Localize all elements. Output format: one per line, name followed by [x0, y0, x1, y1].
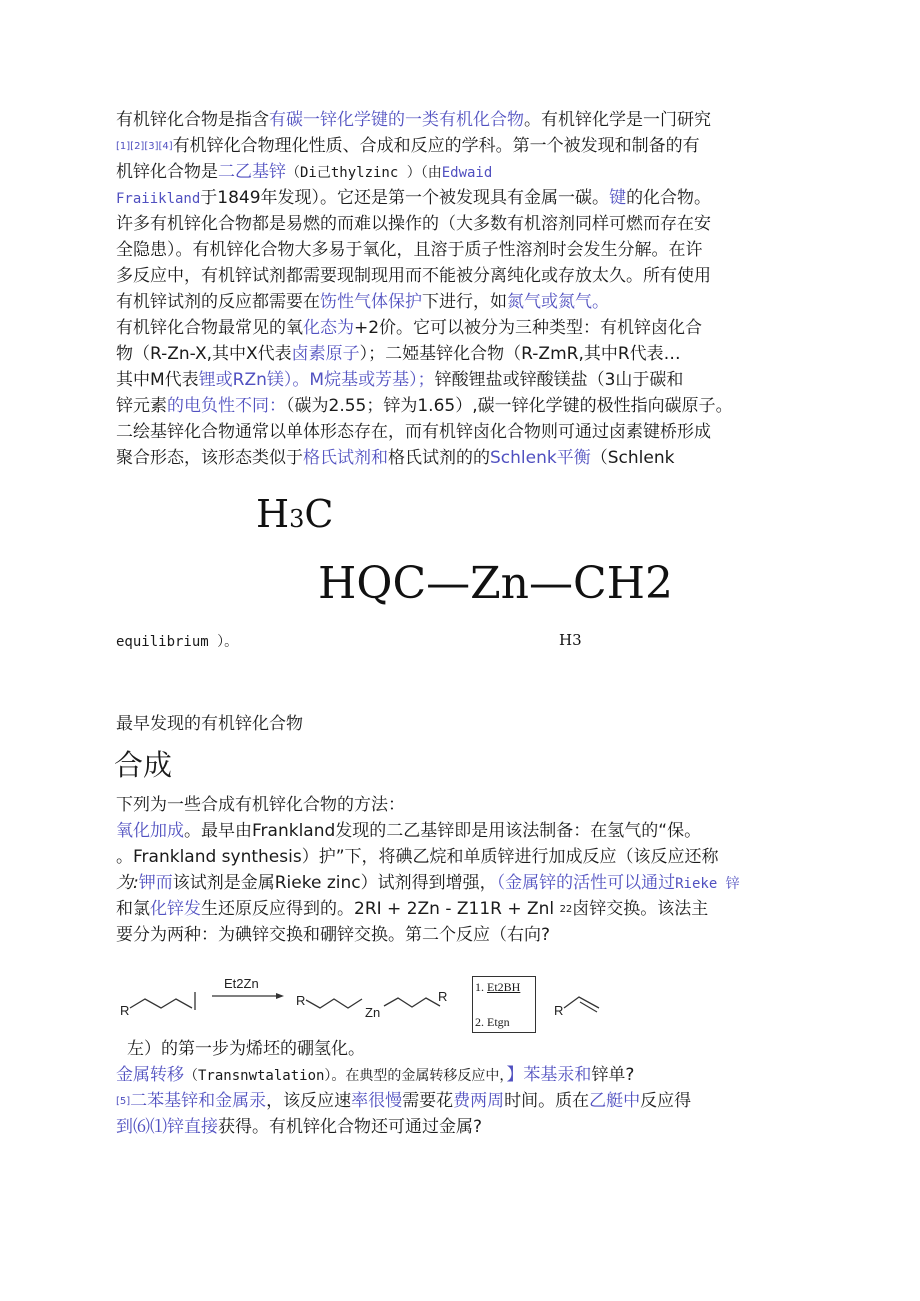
- link-metal-zinc[interactable]: （金属锌的活性可以通过: [496, 873, 676, 893]
- scheme-r-left: R: [120, 1003, 130, 1018]
- formula-h3c: H3C: [256, 492, 334, 536]
- para1-line6: 全隐患）。有机锌化合物大多易于氧化，且溶于质子性溶剂时会发生分解。在许: [116, 240, 703, 260]
- citation-1-4[interactable]: [1][2][3][4]: [116, 141, 173, 152]
- link-schlenk[interactable]: Schlenk平衡: [490, 448, 591, 468]
- para1-line5: 许多有机锌化合物都是易燃的而难以操作的（大多数有机溶剂同样可燃而存在安: [116, 214, 711, 234]
- para1-line3: 机锌化合物是二乙基锌（Di己thylzinc ）（由Edwaid: [116, 162, 493, 182]
- para1-line2: [1][2][3][4]有机锌化合物理化性质、合成和反应的学科。第一个被发现和制备的有: [116, 136, 700, 156]
- link-halogen[interactable]: 卤素原子: [291, 344, 360, 364]
- alkene-double-bond: [580, 1002, 597, 1012]
- link-potassium[interactable]: 钾而: [138, 873, 173, 893]
- para2-line3: 其中M代表锂或RZn镁）。M烷基或芳基）；锌酸锂盐或锌酸镁盐（3山于碳和: [116, 370, 684, 390]
- para2-line4: 锌元素的电负性不同：（碳为2.55；锌为1.65）,碳一锌化学键的极性指向碳原子。: [116, 396, 733, 416]
- link-grignard[interactable]: 格氏试剂和: [303, 448, 388, 468]
- link-two-weeks[interactable]: 费两周: [453, 1091, 505, 1111]
- scheme-product-r1: R: [296, 993, 306, 1008]
- link-rate[interactable]: 率很慢: [351, 1091, 403, 1111]
- formula-main: HQC—Zn—CH2: [318, 558, 674, 609]
- section-heading-synthesis: 合成: [114, 748, 173, 782]
- link-frankland[interactable]: Fraiikland: [116, 191, 201, 207]
- after-line3: [5]二苯基锌和金属汞，该反应速率很慢需要花费两周时间。质在乙艇中反应得: [116, 1091, 692, 1111]
- para1-line7: 多反应中，有机锌试剂都需要现制现用而不能被分离纯化或存放太久。所有使用: [116, 266, 711, 286]
- synthesis-line5: 要分为两种：为碘锌交换和硼锌交换。第二个反应（右向?: [116, 925, 551, 945]
- product-chain-right: [384, 998, 440, 1007]
- link-diphenylmercury[interactable]: 】苯基汞和: [506, 1065, 592, 1085]
- alkyl-chain-left: [130, 999, 192, 1008]
- link-oxidation-state[interactable]: 化态为: [303, 318, 354, 338]
- reaction-scheme: [112, 966, 612, 1036]
- citation-5[interactable]: [5]: [116, 1096, 131, 1107]
- product-chain-left: [306, 999, 362, 1008]
- link-inert-gas[interactable]: 饬性气体保护: [320, 292, 422, 312]
- reagent-box: 1. Et2BH 2. Etgn: [472, 976, 536, 1033]
- para2-line5: 二绘基锌化合物通常以单体形态存在，而有机锌卤化合物则可通过卤素键桥形成: [116, 422, 711, 442]
- para1-line8: 有机锌试剂的反应都需要在饬性气体保护下进行，如氮气或氮气。: [116, 292, 609, 312]
- para1-line4: Fraiikland于1849年发现）。它还是第一个被发现具有金属一碳。键的化合物。: [116, 188, 712, 208]
- para2-line1: 有机锌化合物最常见的氧化态为+2价。它可以被分为三种类型：有机锌卤化合: [116, 318, 703, 338]
- link-oxidative-addition[interactable]: 氧化加成: [116, 821, 184, 841]
- after-line1: 左）的第一步为烯坯的硼氢化。: [127, 1039, 365, 1059]
- formula-h3: H3: [559, 631, 582, 649]
- synthesis-line1: 氧化加成。最早由Frankland发现的二乙基锌即是用该法制备：在氢气的“保。: [116, 821, 702, 841]
- after-line4: 到⑹⑴锌直接获得。有机锌化合物还可通过金属?: [116, 1117, 483, 1137]
- link-zinc-chloride[interactable]: 化锌发: [150, 899, 201, 919]
- scheme-r-right: R: [554, 1003, 564, 1018]
- structure-caption: 最早发现的有机锌化合物: [116, 714, 303, 734]
- synthesis-line3: 为:钾而该试剂是金属Rieke zinc）试剂得到增强，（金属锌的活性可以通过Rieke 锌: [116, 873, 740, 893]
- link-transmetalation[interactable]: 金属转移: [116, 1065, 184, 1085]
- link-edward-frankland[interactable]: Edwaid: [441, 165, 493, 181]
- link-bond[interactable]: 键: [609, 188, 627, 208]
- para2-line2: 物（R-Zn-X,其中X代表卤素原子）；二婭基锌化合物（R-ZmR,其中R代表…: [116, 344, 681, 364]
- scheme-product-r2: R: [438, 989, 448, 1004]
- after-line2: 金属转移（Transnwtalation）。在典型的金属转移反应中，】苯基汞和锌单?: [116, 1065, 635, 1085]
- link-zinc-direct[interactable]: ⑹⑴锌直接: [133, 1117, 218, 1137]
- link-ether[interactable]: 乙艇中: [589, 1091, 641, 1111]
- reaction-arrow-head: [276, 993, 284, 999]
- para2-line6: 聚合形态，该形态类似于格氏试剂和格氏试剂的的Schlenk平衡（Schlenk: [116, 448, 675, 468]
- link-carbon-zinc-bond[interactable]: 有碳一锌化学键的一类有机化合物: [269, 110, 524, 130]
- link-diethylzinc[interactable]: 二乙基锌: [218, 162, 286, 182]
- link-rieke-zinc[interactable]: Rieke 锌: [675, 876, 740, 892]
- para1-line1: 有机锌化合物是指含有碳一锌化学键的一类有机化合物。有机锌化学是一门研究: [116, 110, 711, 130]
- link-lithium[interactable]: 锂或RZn镁）。M烷基或芳基）；: [198, 370, 435, 390]
- scheme-reagent-label: Et2Zn: [224, 976, 259, 991]
- link-electronegativity[interactable]: 的电负性不同：: [167, 396, 286, 416]
- synthesis-line2: 。Frankland synthesis）护”下，将碘乙烷和单质锌进行加成反应（该反应还称: [116, 847, 719, 867]
- equilibrium-text: equilibrium ）。: [116, 634, 239, 650]
- link-nitrogen[interactable]: 氮气或氮气。: [507, 292, 609, 312]
- scheme-product-zn: Zn: [365, 1005, 381, 1020]
- synthesis-line4: 和氯化锌发生还原反应得到的。2RI + 2Zn - Z11R + Znl $^{22}$卤锌交换。该法主: [116, 899, 709, 919]
- link-diphenylzinc[interactable]: 二苯基锌和金属汞: [130, 1091, 267, 1111]
- synthesis-intro: 下列为一些合成有机锌化合物的方法：: [116, 795, 405, 815]
